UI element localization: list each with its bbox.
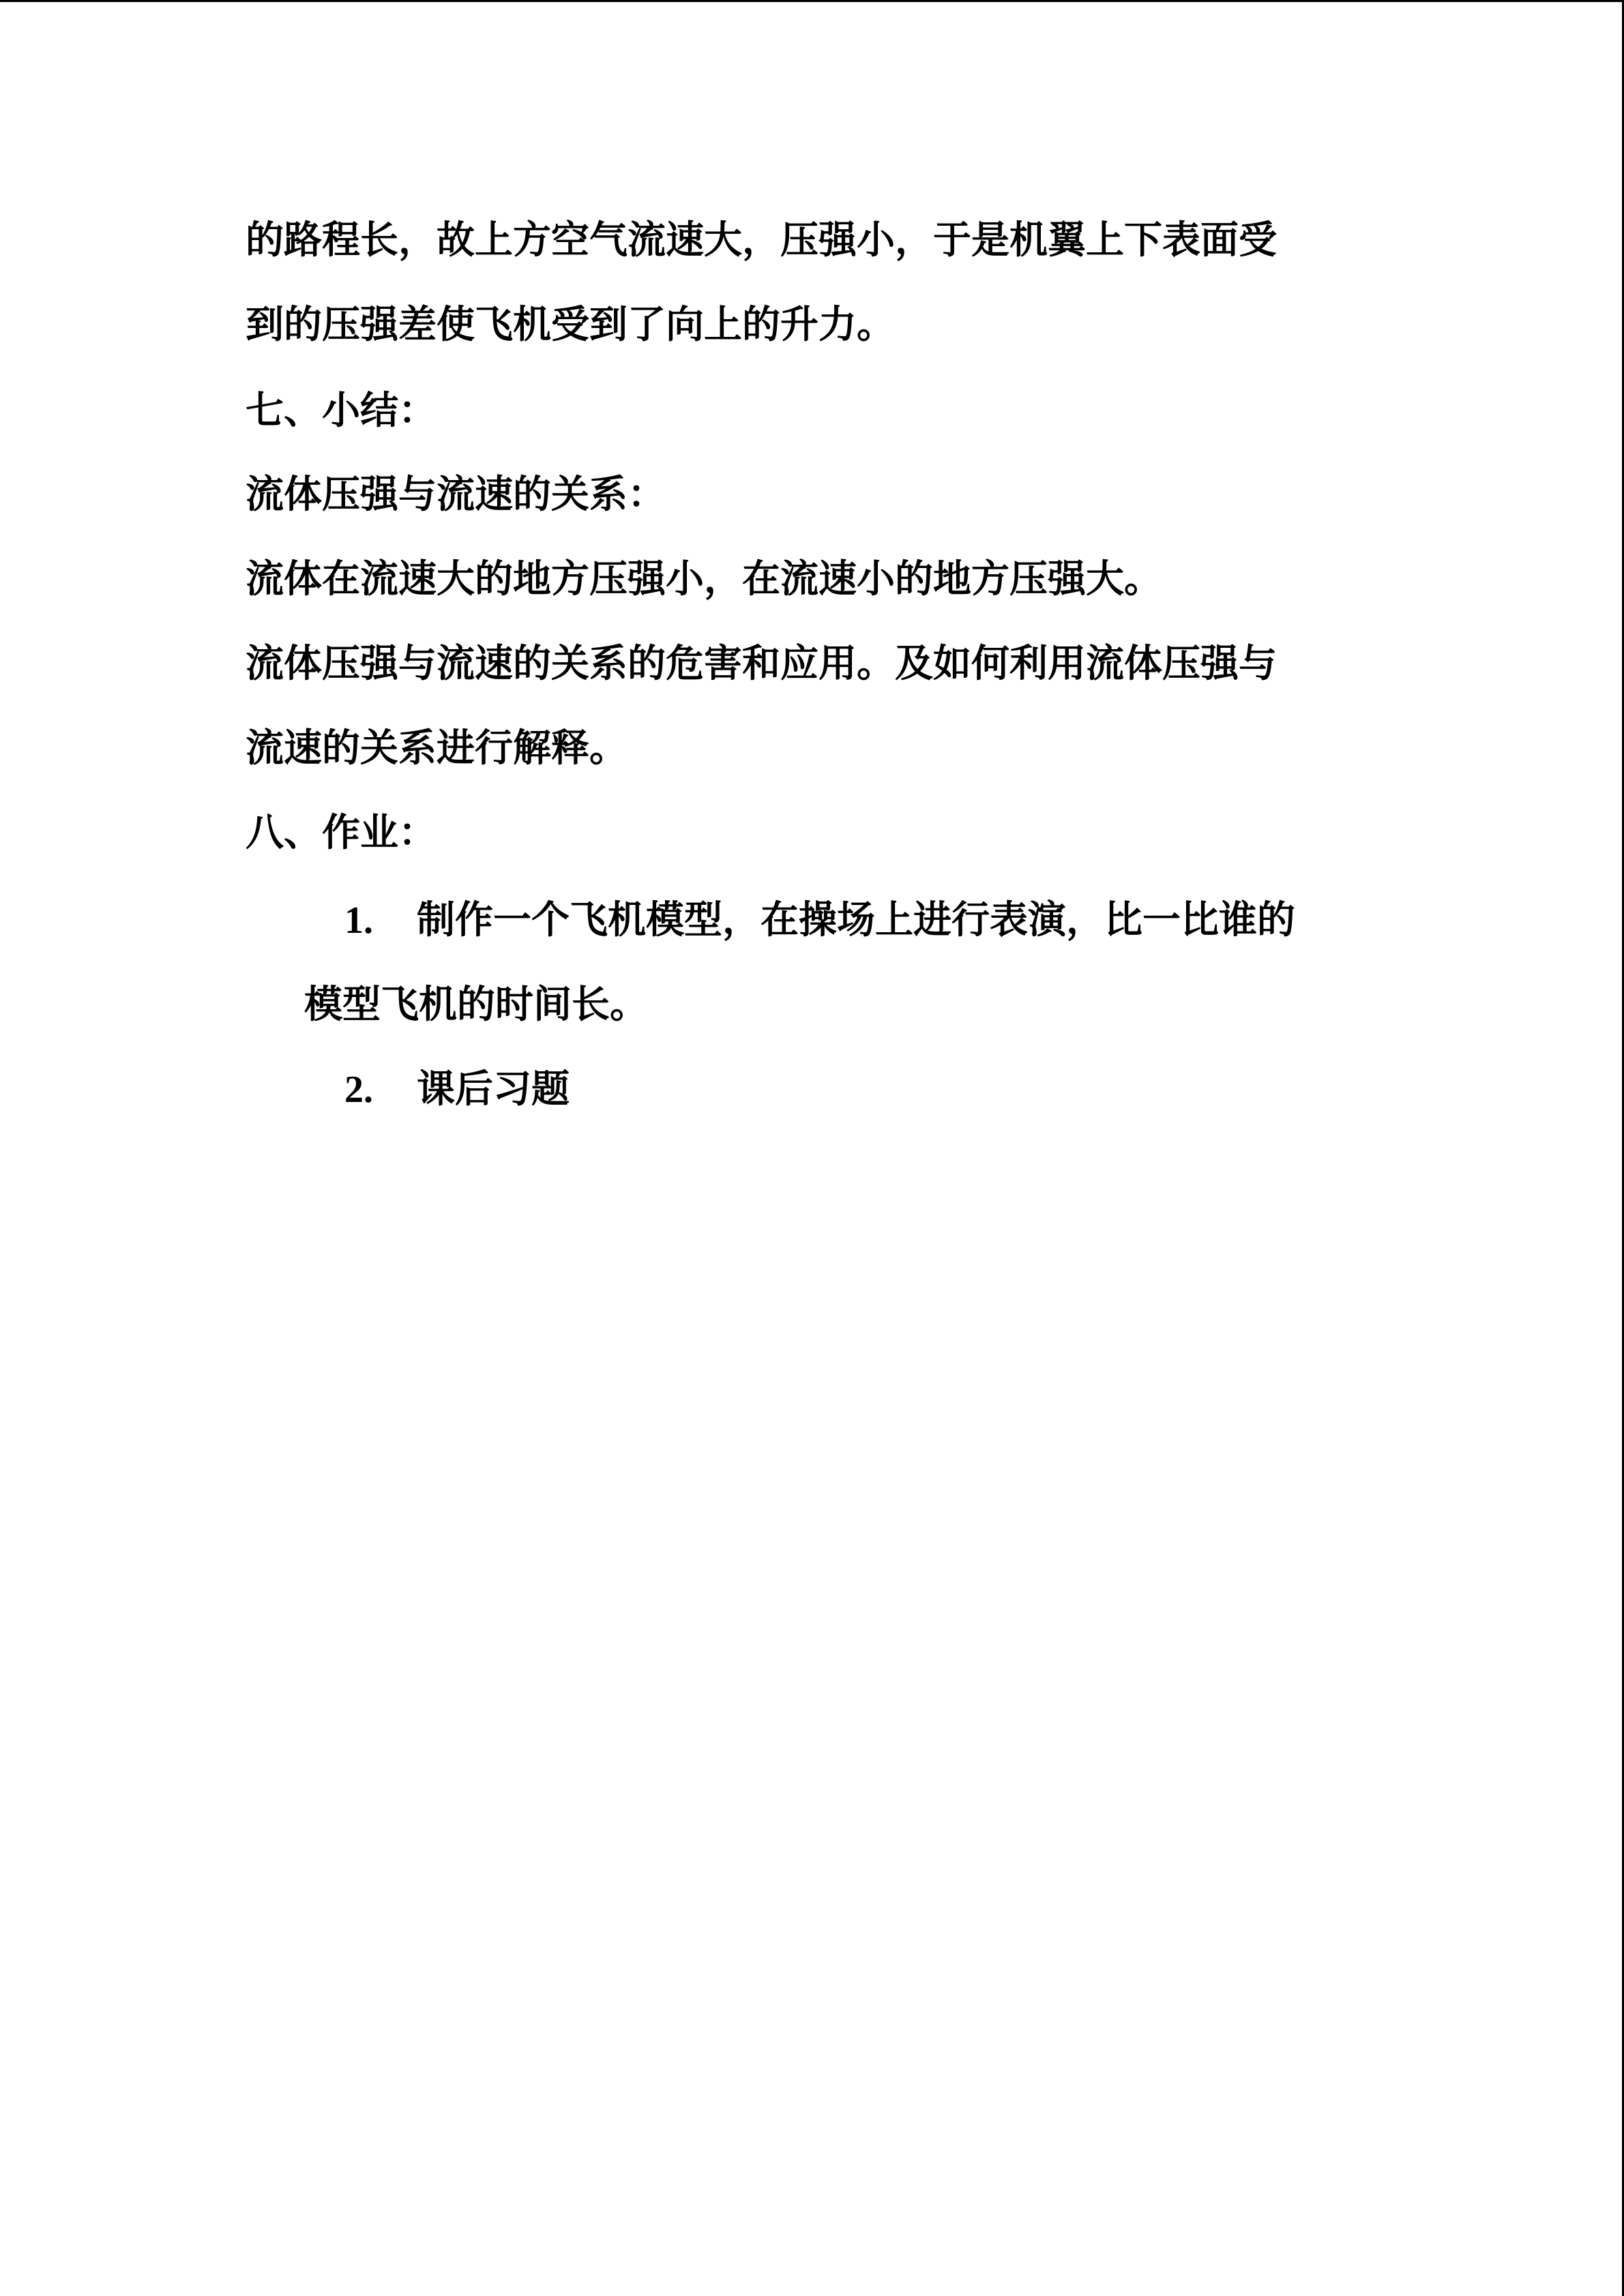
section-8-heading: 八、作业： — [246, 810, 437, 855]
paragraph-line-1: 的路程长，故上方空气流速大，压强小，于是机翼上下表面受 — [246, 218, 1277, 263]
homework-item-1 — [344, 895, 1295, 945]
paragraph-line-2: 到的压强差使飞机受到了向上的升力。 — [246, 302, 895, 347]
homework-item-1-continuation: 模型飞机的时间长。 — [304, 982, 648, 1027]
section-7-heading: 七、小结： — [246, 388, 437, 433]
homework-item-2-number: 2. — [344, 1069, 373, 1111]
homework-item-1-text: 制作一个飞机模型，在操场上进行表演，比一比谁的 — [417, 897, 1295, 942]
homework-item-2-text: 课后习题 — [417, 1067, 570, 1112]
summary-line-4: 流速的关系进行解释。 — [246, 726, 628, 771]
homework-item-1-number: 1. — [344, 899, 373, 942]
summary-line-3: 流体压强与流速的关系的危害和应用。及如何利用流体压强与 — [246, 641, 1277, 686]
summary-line-1: 流体压强与流速的关系： — [246, 472, 666, 517]
homework-item-2 — [344, 1064, 570, 1114]
summary-line-2: 流体在流速大的地方压强小，在流速小的地方压强大。 — [246, 556, 1162, 601]
